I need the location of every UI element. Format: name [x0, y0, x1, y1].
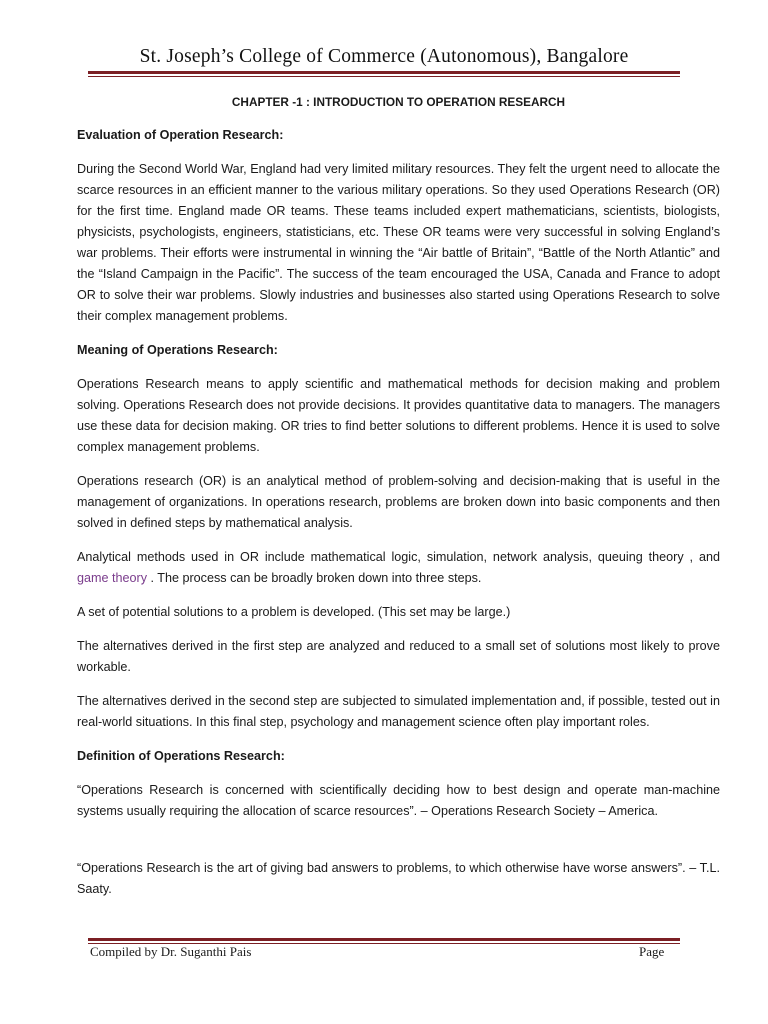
header-rule [88, 71, 680, 77]
step-1-paragraph: A set of potential solutions to a problem is developed. (This set may be large.) [77, 605, 511, 619]
meaning-paragraph-1: Operations Research means to apply scientific and mathematical methods for decision making and problem solving. Operations Research does not provide decisions. It provides quantitative data to managers. The managers use these data for decision making. OR tries to find better solutions to different problems. Hence it is used to solve complex management problems. [77, 377, 720, 454]
document-body [77, 92, 720, 913]
section-heading-definition: Definition of Operations Research: [77, 749, 285, 763]
definition-quote-1: “Operations Research is concerned with scientifically deciding how to best design and operate man-machine systems usually requiring the allocation of scarce resources”. – Operations Research Society – America. [77, 783, 720, 818]
meaning-paragraph-2: Operations research (OR) is an analytical method of problem-solving and decision-making that is useful in the management of organizations. In operations research, problems are broken down into basic components and then solved in defined steps by mathematical analysis. [77, 474, 720, 530]
section-heading-evaluation: Evaluation of Operation Research: [77, 128, 284, 142]
footer-page-label: Page [639, 944, 665, 959]
definition-quote-2: “Operations Research is the art of giving bad answers to problems, to which otherwise have worse answers”. – T.L. Saaty. [77, 861, 720, 896]
game-theory-link[interactable]: game theory [77, 571, 148, 585]
step-3-paragraph: The alternatives derived in the second step are subjected to simulated implementation and, if possible, tested out in real-world situations. In this final step, psychology and management science often play important roles. [77, 694, 720, 729]
blank-line [77, 835, 720, 858]
meaning-paragraph-3-start: Analytical methods used in OR include mathematical logic, simulation, network analysis, queuing theory , and [77, 550, 720, 564]
evaluation-paragraph: During the Second World War, England had very limited military resources. They felt the urgent need to allocate the scarce resources in an efficient manner to the various military operations. So they used Operations Research (OR) for the first time. England made OR teams. These teams included expert mathematicians, scientists, biologists, physicists, psychologists, engineers, statisticians, etc. These OR teams were very successful in solving England’s war problems. Their efforts were instrumental in winning the “Air battle of Britain”, “Battle of the North Atlantic” and the “Island Campaign in the Pacific”. The success of the team encouraged the USA, Canada and France to adopt OR to solve their war problems. Slowly industries and businesses also started using Operations Research to solve their complex management problems. [77, 162, 720, 323]
step-2-paragraph: The alternatives derived in the first step are analyzed and reduced to a small set of solutions most likely to prove workable. [77, 639, 720, 674]
section-heading-meaning: Meaning of Operations Research: [77, 343, 278, 357]
meaning-paragraph-3-end: . The process can be broadly broken down into three steps. [147, 571, 482, 585]
meaning-paragraph-3 [77, 547, 720, 589]
chapter-title: CHAPTER -1 : INTRODUCTION TO OPERATION RESEARCH [231, 95, 566, 109]
footer-compiled-by: Compiled by Dr. Suganthi Pais [90, 944, 252, 959]
page-header-title: St. Joseph’s College of Commerce (Autonomous), Bangalore [139, 46, 629, 67]
